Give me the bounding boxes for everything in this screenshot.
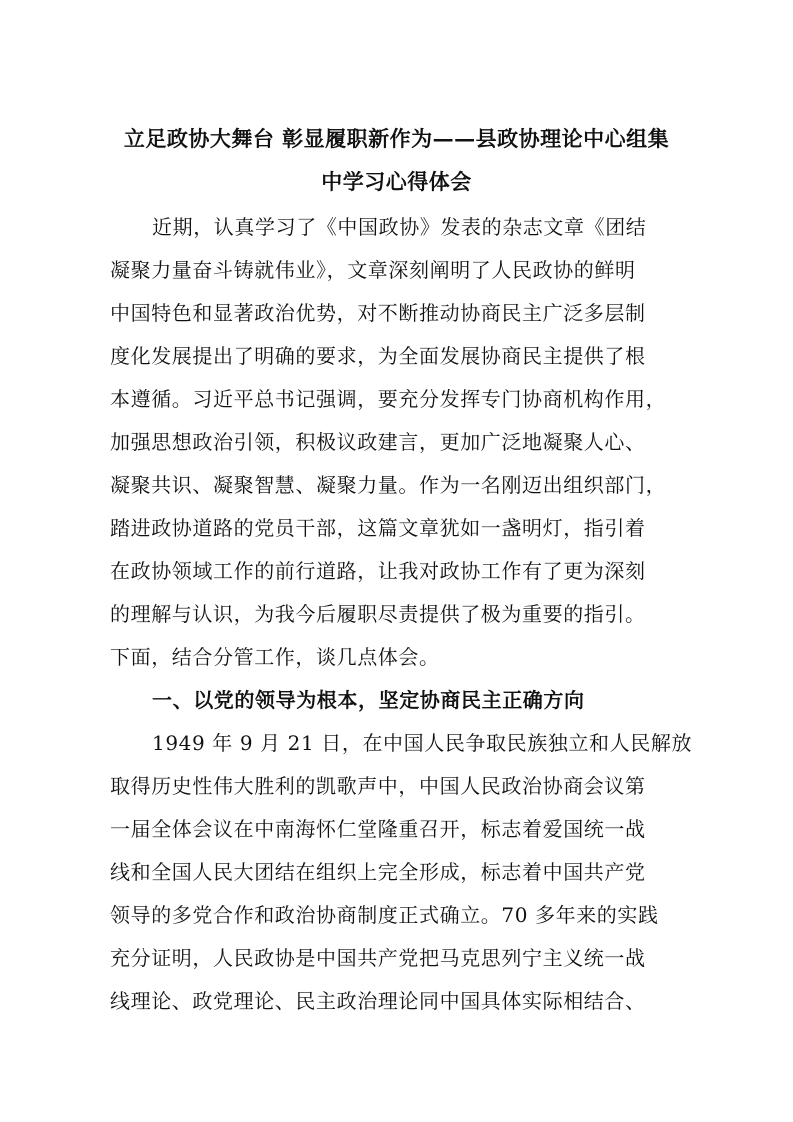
paragraph-1-line: 中国特色和显著政治优势，对不断推动协商民主广泛多层制 [110,301,646,325]
paragraph-2-line: 线和全国人民大团结在组织上完全形成，标志着中国共产党 [110,860,646,884]
paragraph-1-line: 近期，认真学习了《中国政协》发表的杂志文章《团结 [152,215,647,239]
paragraph-2-line: 线理论、政党理论、民主政治理论同中国具体实际相结合、 [110,989,646,1013]
paragraph-2-line: 1949 年 9 月 21 日，在中国人民争取民族独立和人民解放 [152,731,693,755]
paragraph-2-line: 取得历史性伟大胜利的凯歌声中，中国人民政治协商会议第 [110,774,646,798]
document-title-line-1: 立足政协大舞台 彰显履职新作为——县政协理论中心组集 [123,126,670,151]
paragraph-1-line: 下面，结合分管工作，谈几点体会。 [110,645,440,669]
paragraph-1-line: 的理解与认识，为我今后履职尽责提供了极为重要的指引。 [110,602,646,626]
section-1-heading: 一、以党的领导为根本，坚定协商民主正确方向 [152,688,585,712]
document-title-line-2: 中学习心得体会 [321,169,472,194]
paragraph-1-line: 本遵循。习近平总书记强调，要充分发挥专门协商机构作用， [110,387,667,411]
paragraph-1-line: 在政协领域工作的前行道路，让我对政协工作有了更为深刻 [110,559,646,583]
paragraph-1-line: 凝聚力量奋斗铸就伟业》，文章深刻阐明了人民政协的鲜明 [110,258,636,282]
paragraph-1-line: 踏进政协道路的党员干部，这篇文章犹如一盏明灯，指引着 [110,516,646,540]
paragraph-1-line: 加强思想政治引领，积极议政建言，更加广泛地凝聚人心、 [110,430,646,454]
paragraph-1-line: 凝聚共识、凝聚智慧、凝聚力量。作为一名刚迈出组织部门， [110,473,667,497]
paragraph-2-line: 领导的多党合作和政治协商制度正式确立。70 多年来的实践 [110,903,659,927]
paragraph-1-line: 度化发展提出了明确的要求，为全面发展协商民主提供了根 [110,344,646,368]
paragraph-2-line: 充分证明，人民政协是中国共产党把马克思列宁主义统一战 [110,946,646,970]
paragraph-2-line: 一届全体会议在中南海怀仁堂隆重召开，标志着爱国统一战 [110,817,646,841]
